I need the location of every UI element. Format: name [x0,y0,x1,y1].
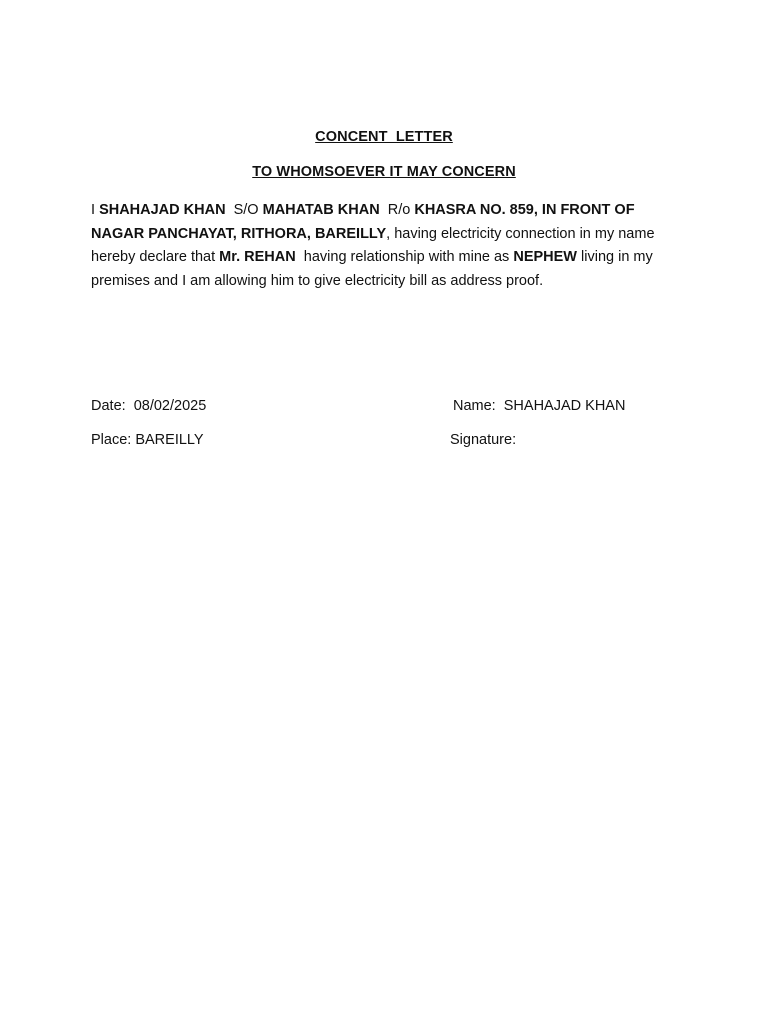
declarant-name: SHAHAJAD KHAN [99,202,226,218]
letter-body [91,199,681,293]
letter-title-text: CONCENT LETTER [315,129,453,145]
body-text-3: R/o [379,202,415,218]
name-field: Name: SHAHAJAD KHAN [453,398,626,414]
letter-title [0,129,768,145]
signature-field: Signature: [450,432,517,448]
body-text-1: I [91,202,100,218]
date-field: Date: 08/02/2025 [91,398,207,414]
father-name: MAHATAB KHAN [262,202,380,218]
body-text-5: having relationship with mine as [295,249,514,265]
place-field: Place: BAREILLY [91,432,204,448]
body-text-2: S/O [225,202,263,218]
beneficiary-name: Mr. REHAN [219,249,296,265]
relationship-value: NEPHEW [513,249,577,265]
body-text-4: , having electricity connection in my name hereby declare that [91,225,655,265]
letter-subtitle-text: TO WHOMSOEVER IT MAY CONCERN [252,164,516,180]
letter-subtitle [0,164,768,180]
body-text-6: living in my premises and I am allowing him to give electricity bill as address proof. [91,249,653,289]
residence-address: KHASRA NO. 859, IN FRONT OF NAGAR PANCHAYAT, RITHORA, BAREILLY [91,202,635,242]
